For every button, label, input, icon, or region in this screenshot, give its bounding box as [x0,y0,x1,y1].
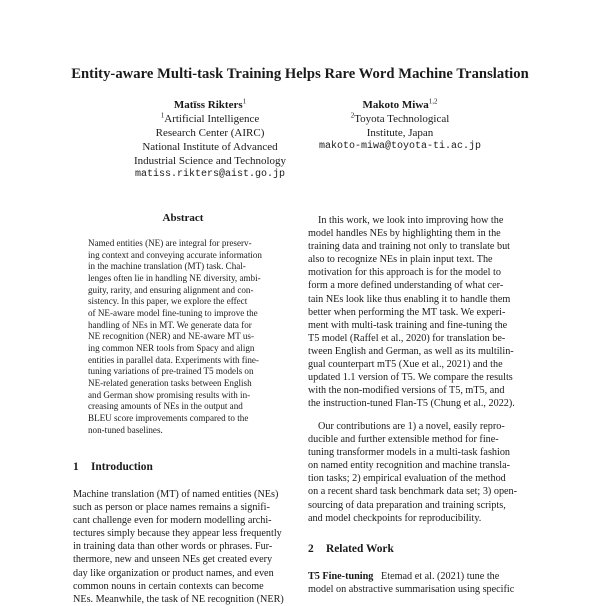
abstract-line: sistency. In this paper, we explore the effect [88,296,248,307]
text-line: model handles NEs by highlighting them in the [308,228,501,240]
text-line: sourcing of data preparation and training scripts, [308,499,506,511]
abstract-line: ing common NER tools from Spacy and align [88,342,255,353]
author-affiliation: Research Center (AIRC) [155,127,265,139]
text-line: Our contributions are 1) a novel, easily repro- [318,421,505,432]
text-line: model on abstractive summarisation using specific [308,584,515,596]
abstract-body [88,238,286,436]
abstract-line: and German show promising results with in- [88,389,251,400]
text-line: thermore, new and unseen NEs get created every [73,554,273,566]
text-line: also to recognize NEs in plain input text. The [308,254,493,266]
author-affiliation: Institute, Japan [366,127,434,139]
text-line: on a recent shard task benchmark data set; 3) open- [308,486,518,498]
text-line: common nouns in certain contexts can become [73,580,264,592]
text-line: tectures simply because they appear less frequently [73,528,282,540]
text-line: training data and training not only to translate but [308,241,511,253]
text-line: the instruction-tuned Flan-T5 (Chung et al., 2022). [308,398,515,410]
abstract-line: lenges often lie in handling NE diversity, ambi- [88,272,261,283]
text-line: T5 model (Raffel et al., 2020) for translation be- [308,332,506,344]
section-heading-introduction: 1 Introduction [73,461,153,473]
text-line: tion tasks; 2) empirical evaluation of the method [308,473,506,485]
text-line: gual counterpart mT5 (Xue et al., 2021) and the [308,359,503,371]
paper-title: Entity-aware Multi-task Training Helps Rare Word Machine Translation [71,66,529,82]
text-line: Machine translation (MT) of named entities (NEs) [73,489,279,500]
abstract-line: non-tuned baselines. [88,424,163,435]
text-line: day like organization or product names, and even [73,567,274,579]
abstract-line: entities in parallel data. Experiments with fine- [88,354,259,365]
abstract-line: creasing amounts of NEs in the output and [88,401,243,412]
related-work-body [308,570,530,596]
text-line: T5 Fine-tuning Etemad et al. (2021) tune the [308,571,500,582]
text-line: and model checkpoints for reproducibility. [308,512,482,524]
abstract-line: guity, rarity, and ensuring alignment and con- [88,284,254,295]
author-email[interactable]: matiss.rikters@aist.go.jp [134,169,286,180]
author-affiliation: National Institute of Advanced [142,141,278,153]
abstract-line: in the machine translation (MT) task. Chal- [88,261,246,272]
right-paragraph-2 [308,420,530,525]
text-line: form a more defined understanding of what cer- [308,280,504,292]
author-affiliation: Industrial Science and Technology [133,155,287,167]
abstract-line: tuning variations of pre-trained T5 models on [88,366,254,377]
text-line: In this work, we look into improving how the [318,215,504,226]
abstract-line: Named entities (NE) are integral for preserv- [88,238,252,248]
text-line: such as person or place names remains a signifi- [73,502,270,514]
text-line: tain NEs look like thus enabling it to handle them [308,293,511,305]
abstract-line: of NE-aware model fine-tuning to improve the [88,307,258,318]
right-paragraph-1 [308,214,530,410]
text-line: motivation for this approach is for the model to [308,267,501,279]
text-line: tween English and German, as well as its multilin- [308,345,514,357]
author-name: Matīss Rikters$^1$ [173,97,247,111]
abstract-heading: Abstract [162,212,204,224]
abstract-line: NE-related generation tasks between English [88,377,252,388]
text-line: tuning transformer models in a multi-task fashion [308,447,511,459]
section-heading-related-work: 2 Related Work [308,543,394,555]
introduction-body [73,488,295,606]
abstract-line: BLEU score improvements compared to the [88,412,249,423]
author-affiliation: $^2$Toyota Technological [350,111,450,125]
text-line: on named entity recognition and machine transla- [308,460,510,472]
text-line: cant challenge even for modern modelling archi- [73,515,272,527]
author-affiliation: $^1$Artificial Intelligence [160,111,260,125]
text-line: updated 1.1 version of T5. We compare the results [308,372,513,384]
text-line: NEs. Meanwhile, the task of NE recognition (NER) [73,593,284,605]
author-block-1 [105,98,315,182]
text-line: ment with multi-task training and fine-tuning the [308,319,508,331]
author-name: Makoto Miwa$^{1,2}$ [362,97,438,111]
abstract-line: NE recognition (NER) and NE-aware MT us- [88,331,254,342]
text-line: better when performing the MT task. We experi- [308,306,506,318]
text-line: ducible and further extensible method for fine- [308,434,499,446]
author-block-2 [290,98,510,154]
author-email[interactable]: makoto-miwa@toyota-ti.ac.jp [318,141,482,152]
abstract-line: handling of NEs in MT. We generate data for [88,319,252,330]
text-line: in training data than other words or phrases. Fur- [73,541,273,553]
text-line: with the non-modified versions of T5, mT5, and [308,385,505,397]
abstract-line: ing context and conveying accurate information [88,249,262,260]
